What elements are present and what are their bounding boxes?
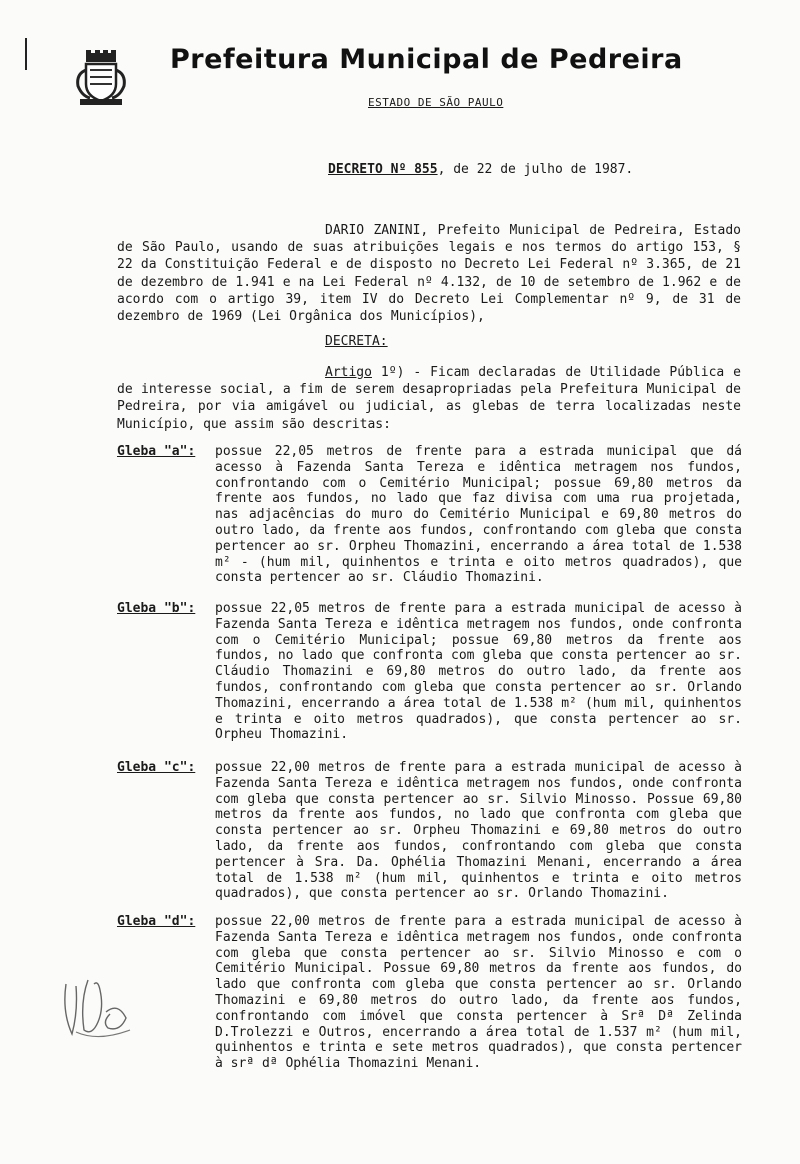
- article-1: [117, 364, 741, 433]
- gleba-a-text: possue 22,05 metros de frente para a estrada municipal que dá acesso à Fazenda Santa Tereza e idêntica metragem nos fundos, confrontando com o Cemitério Municipal; possue 69,80 metros da frente aos fundos, no lado que faz divisa com uma rua projetada, nas adjacências do muro do Cemitério Municipal e 69,80 metros do outro lado, da frente aos fundos, confrontando com gleba que consta pertencer ao sr. Orpheu Thomazini, encerrando a área total de 1.538 m² - (hum mil, quinhentos e trinta e oito metros quadrados), que consta pertencer ao sr. Cláudio Thomazini.: [215, 444, 742, 586]
- gleba-a-label: Gleba "a":: [117, 444, 196, 459]
- decree-date: , de 22 de julho de 1987.: [437, 162, 634, 177]
- article-body: 1º) - Ficam declaradas de Utilidade Pública e de interesse social, a fim de serem desapropriadas pela Prefeitura Municipal de Pedreira, por via amigável ou judicial, as glebas de terra localizadas neste Município, que assim são descritas:: [117, 365, 741, 432]
- gleba-d-label: Gleba "d":: [117, 914, 196, 929]
- gleba-b-label: Gleba "b":: [117, 601, 196, 616]
- gleba-b-text: possue 22,05 metros de frente para a estrada municipal de acesso à Fazenda Santa Tereza e idêntica metragem nos fundos, onde confronta com o Cemitério Municipal; possue 69,80 metros da frente aos fundos, no lado que confronta com gleba que consta pertencer ao sr. Cláudio Thomazini e 69,80 metros do outro lado, da frente aos fundos, confrontando com gleba que consta pertencer ao sr. Orlando Thomazini, encerrando a área total de 1.538 m² (hum mil, quinhentos e trinta e oito metros quadrados), que consta pertencer ao sr. Orpheu Thomazini.: [215, 601, 742, 743]
- gleba-c-label: Gleba "c":: [117, 760, 196, 775]
- preamble: [117, 222, 741, 325]
- state-subtitle: ESTADO DE SÃO PAULO: [368, 96, 504, 109]
- decreta-heading: DECRETA:: [325, 334, 388, 349]
- gleba-c-text: possue 22,00 metros de frente para a estrada municipal de acesso à Fazenda Santa Tereza e idêntica metragem nos fundos, onde confronta com gleba que consta pertencer ao sr. Silvio Minosso. Possue 69,80 metros da frente aos fundos, no lado que confronta com gleba que consta pertencer ao sr. Orpheu Thomazini e 69,80 metros do outro lado, da frente aos fundos, confrontando com gleba que consta pertencer à Sra. Da. Ophélia Thomazini Menani, encerrando a área total de 1.538 m² (hum mil, quinhentos e trinta e oito metros quadrados), que consta pertencer ao sr. Orlando Thomazini.: [215, 760, 742, 902]
- page-title: Prefeitura Municipal de Pedreira: [170, 44, 683, 75]
- decree-number: DECRETO Nº 855: [328, 162, 438, 177]
- article-text: [117, 364, 741, 433]
- decree-heading: [328, 162, 633, 177]
- margin-mark: [25, 38, 27, 70]
- preamble-text: DARIO ZANINI, Prefeito Municipal de Pedreira, Estado de São Paulo, usando de suas atribuições legais e nos termos do artigo 153, § 22 da Constituição Federal e de disposto no Decreto Lei Federal nº 3.365, de 21 de dezembro de 1.941 e na Lei Federal nº 4.132, de 10 de setembro de 1.962 e de acordo com o artigo 39, item IV do Decreto Lei Complementar nº 9, de 31 de dezembro de 1969 (Lei Orgânica dos Municípios),: [117, 223, 741, 325]
- municipal-crest-icon: [76, 50, 126, 106]
- article-label: Artigo: [325, 365, 372, 380]
- handwritten-signature: [58, 972, 138, 1044]
- gleba-d-text: possue 22,00 metros de frente para a estrada municipal de acesso à Fazenda Santa Tereza e idêntica metragem nos fundos, onde confronta com gleba que consta pertencer ao sr. Silvio Minosso e com o Cemitério Municipal. Possue 69,80 metros da frente aos fundos, do lado que confronta com gleba que consta pertencer ao sr. Orlando Thomazini e 69,80 metros do outro lado, da frente aos fundos, confrontando com imóvel que consta pertencer à Srª Dª Zelinda D.Trolezzi e Outros, encerrando a área total de 1.537 m² (hum mil, quinhentos e trinta e sete metros quadrados), que consta pertencer à srª dª Ophélia Thomazini Menani.: [215, 914, 742, 1072]
